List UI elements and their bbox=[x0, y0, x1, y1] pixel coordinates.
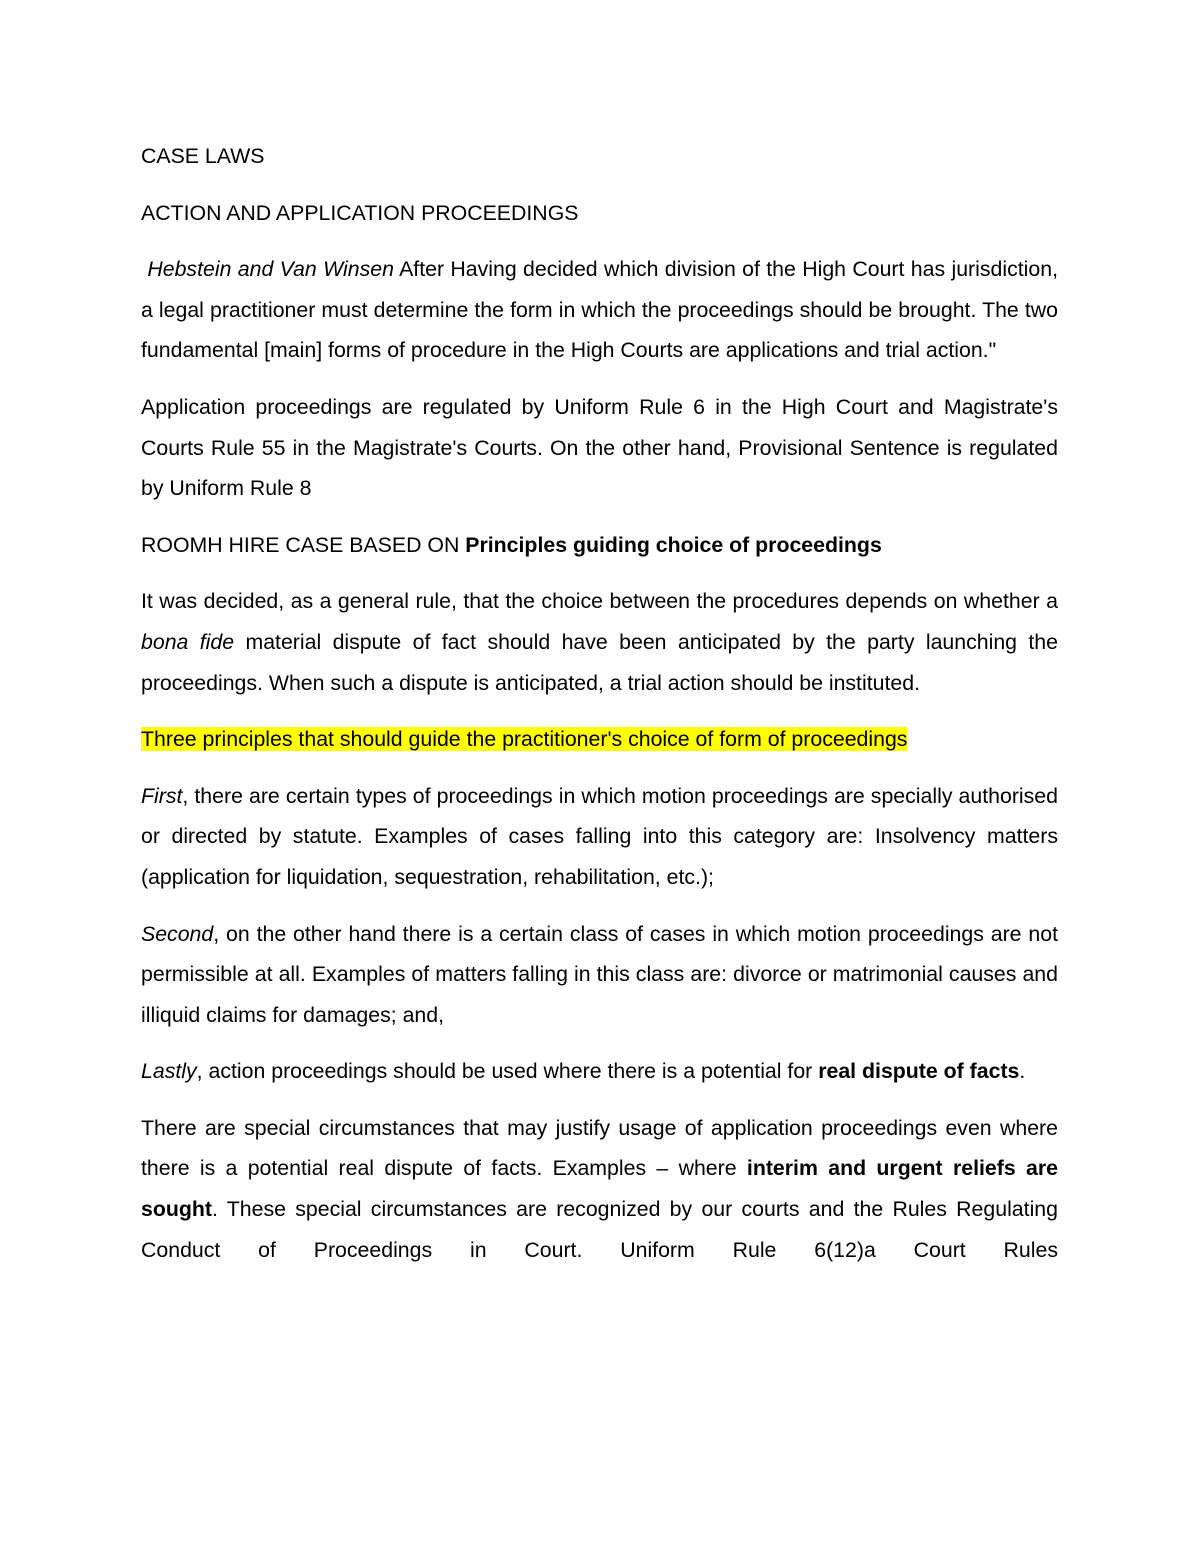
paragraph-hebstein bbox=[141, 249, 1058, 371]
subheading-text: ACTION AND APPLICATION PROCEEDINGS bbox=[141, 200, 579, 225]
author-names: Hebstein and Van Winsen bbox=[147, 257, 394, 282]
second-label: Second bbox=[141, 921, 214, 946]
paragraph-hebstein-text: After Having decided which division of the High Court has jurisdiction, a legal practitioner must determine the form in which the proceedings should be brought. The two fundamental [main] forms of procedure in the High Courts are applications and trial action." bbox=[141, 257, 1058, 363]
special-circumstances-after: . These special circumstances are recognized by our courts and the Rules Regulating Conduct of Proceedings in Court. Uniform Rule 6(12)a Court Rules bbox=[141, 1197, 1058, 1262]
second-principle-text: , on the other hand there is a certain class of cases in which motion proceedings are not permissible at all. Examples of matters falling in this class are: divorce or matrimonial causes and illiquid claims for damages; and, bbox=[141, 921, 1058, 1027]
paragraph-three-principles bbox=[141, 719, 1058, 760]
paragraph-application-rules bbox=[141, 387, 1058, 509]
heading-text: CASE LAWS bbox=[141, 144, 265, 168]
general-rule-before: It was decided, as a general rule, that the choice between the procedures depends on whether a bbox=[141, 589, 1058, 614]
roomh-hire-prefix: ROOMH HIRE CASE BASED ON bbox=[141, 532, 466, 557]
first-label: First bbox=[141, 783, 183, 808]
document-body bbox=[141, 136, 1058, 1286]
paragraph-application-rules-text: Application proceedings are regulated by Uniform Rule 6 in the High Court and Magistrate's Courts Rule 55 in the Magistrate's Courts. On the other hand, Provisional Sentence is regulated by Uniform Rule 8 bbox=[141, 394, 1058, 501]
general-rule-after: material dispute of fact should have been anticipated by the party launching the proceedings. When such a dispute is anticipated, a trial action should be instituted. bbox=[141, 629, 1058, 695]
interim-urgent-term: interim and urgent reliefs are sought bbox=[141, 1156, 1058, 1222]
special-circumstances-before: There are special circumstances that may justify usage of application proceedings even where there is a potential real dispute of facts. Examples – where bbox=[141, 1115, 1058, 1181]
last-principle-text: , action proceedings should be used where there is a potential for bbox=[196, 1059, 819, 1084]
paragraph-second-principle bbox=[141, 914, 1058, 1036]
real-dispute-term: real dispute of facts bbox=[818, 1059, 1020, 1084]
last-principle-end: . bbox=[1019, 1059, 1026, 1084]
document-heading bbox=[141, 136, 1058, 177]
first-principle-text: , there are certain types of proceedings in which motion proceedings are specially authorised or directed by statute. Examples of cases falling into this category are: Insolvency matters (application for liquidation, sequestration, rehabilitation, etc.); bbox=[141, 783, 1058, 889]
paragraph-general-rule bbox=[141, 581, 1058, 703]
highlighted-principles-text: Three principles that should guide the practitioner's choice of form of proceedings bbox=[141, 727, 908, 752]
bona-fide-term: bona fide bbox=[141, 629, 235, 654]
paragraph-roomh-hire bbox=[141, 525, 1058, 566]
lastly-label: Lastly bbox=[141, 1059, 197, 1084]
paragraph-special-circumstances bbox=[141, 1108, 1058, 1270]
principles-heading: Principles guiding choice of proceedings bbox=[465, 532, 882, 557]
document-subheading bbox=[141, 193, 1058, 234]
paragraph-first-principle bbox=[141, 776, 1058, 898]
paragraph-last-principle bbox=[141, 1051, 1058, 1092]
